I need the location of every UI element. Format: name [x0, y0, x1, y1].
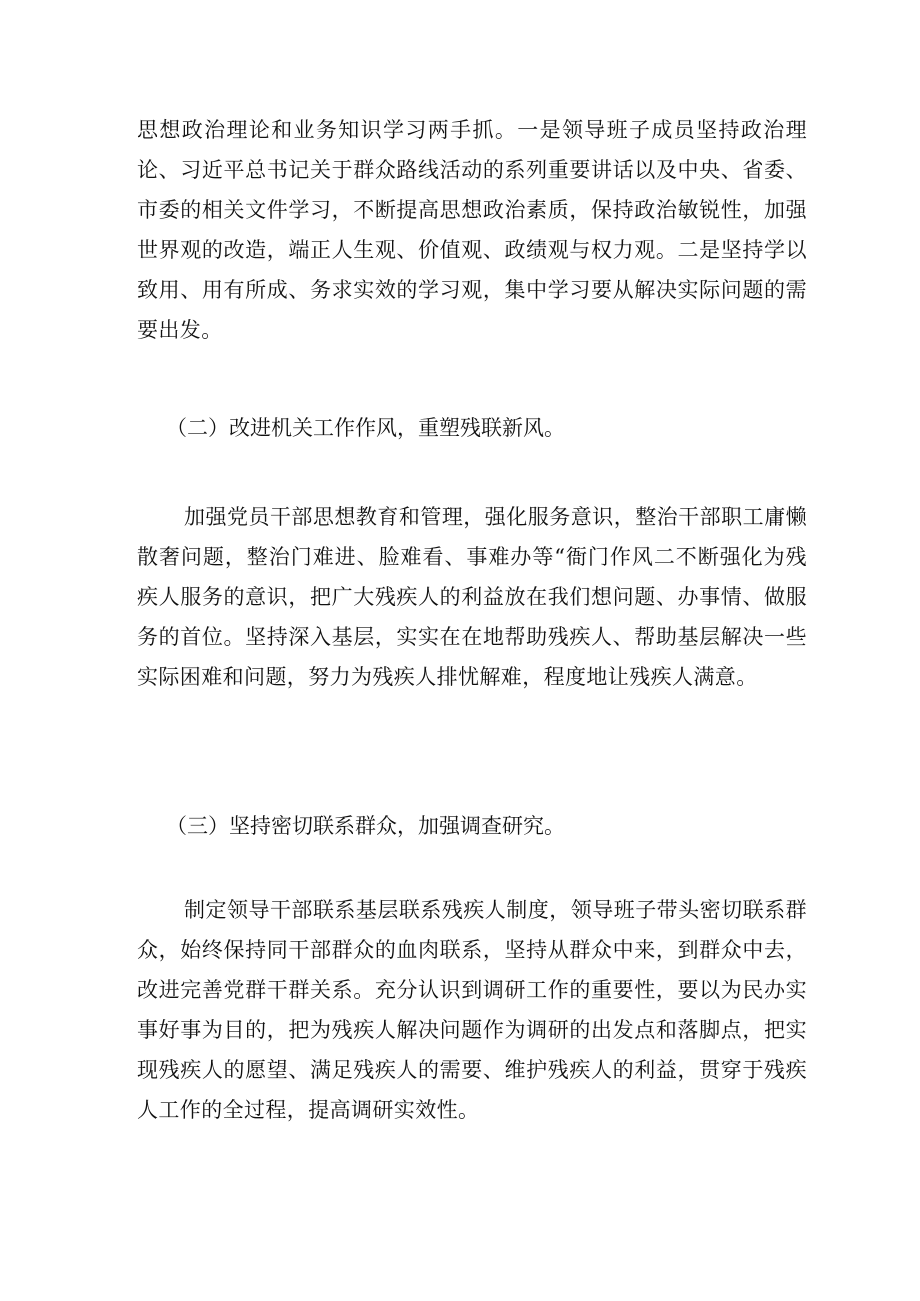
body-paragraph-1: 思想政治理论和业务知识学习两手抓。一是领导班子成员坚持政治理论、习近平总书记关于群众路线活动的系列重要讲话以及中央、省委、市委的相关文件学习，不断提高思想政治素质，保持政治敏锐性，加强世界观的改造，端正人生观、价值观、政绩观与权力观。二是坚持学以致用、用有所成、务求实效的学习观，集中学习要从解决实际问题的需要出发。	[137, 118, 807, 342]
section-heading-3: （三）坚持密切联系群众，加强调查研究。	[166, 814, 565, 838]
body-paragraph-3: 制定领导干部联系基层联系残疾人制度，领导班子带头密切联系群众，始终保持同干部群众的血肉联系，坚持从群众中来，到群众中去，改进完善党群干群关系。充分认识到调研工作的重要性，要以为民办实事好事为目的，把为残疾人解决问题作为调研的出发点和落脚点，把实现残疾人的愿望、满足残疾人的需要、维护残疾人的利益，贯穿于残疾人工作的全过程，提高调研实效性。	[137, 898, 807, 1122]
body-paragraph-2: 加强党员干部思想教育和管理，强化服务意识，整治干部职工庸懒散奢问题，整治门难进、脸难看、事难办等“衙门作风二不断强化为残疾人服务的意识，把广大残疾人的利益放在我们想问题、办事情、做服务的首位。坚持深入基层，实实在在地帮助残疾人、帮助基层解决一些实际困难和问题，努力为残疾人排忧解难，程度地让残疾人满意。	[137, 505, 807, 689]
section-heading-2: （二）改进机关工作作风，重塑残联新风。	[166, 416, 565, 440]
